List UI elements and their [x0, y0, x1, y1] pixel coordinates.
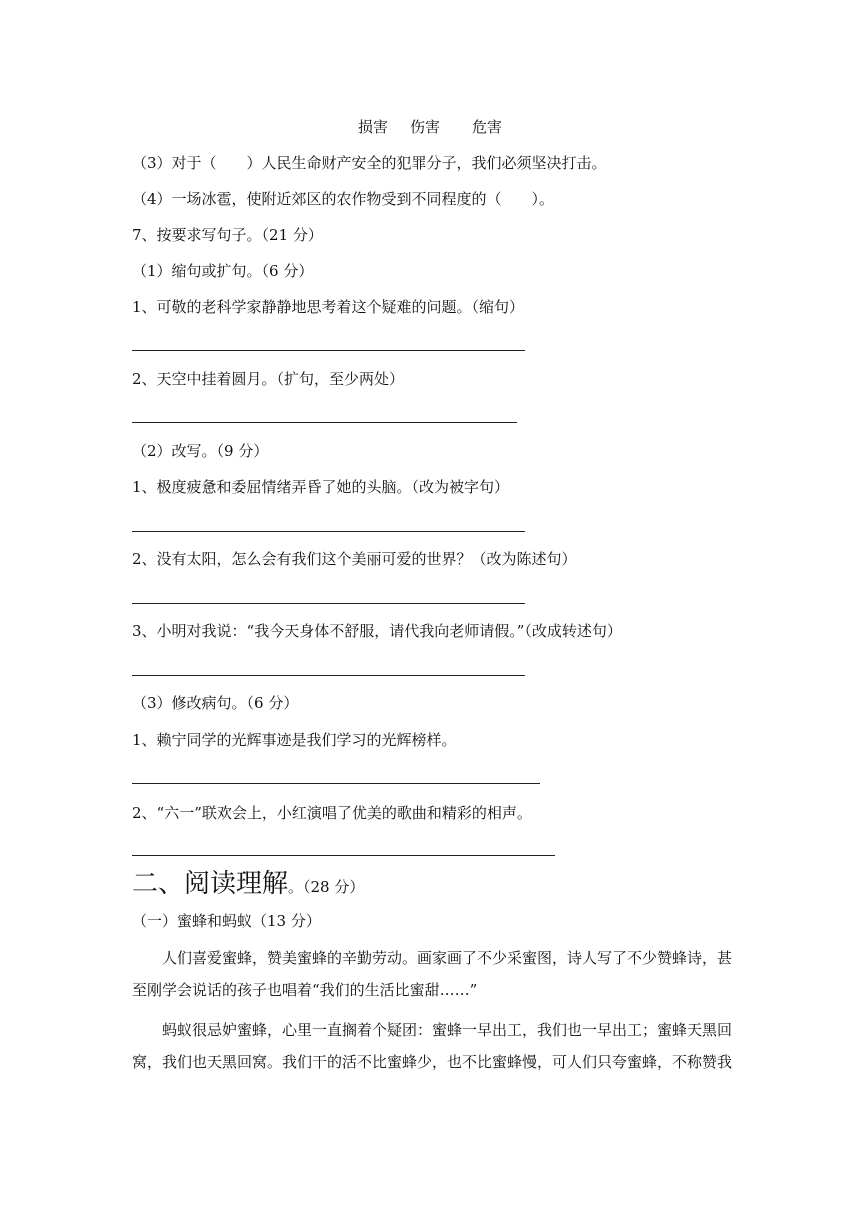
answer-line[interactable] [132, 350, 525, 351]
answer-line[interactable] [132, 675, 525, 676]
part-title: （1）缩句或扩句。（6 分） [132, 262, 314, 280]
section-score: 。（28 分） [288, 878, 365, 896]
answer-line[interactable] [132, 855, 555, 856]
section-heading [132, 871, 364, 897]
question-sentence: 2、“六一”联欢会上，小红演唱了优美的歌曲和精彩的相声。 [132, 804, 532, 822]
question-item: （3）对于（ ）人民生命财产安全的犯罪分子，我们必须坚决打击。 [132, 154, 607, 172]
question-item: （4）一场冰雹，使附近郊区的农作物受到不同程度的（ ）。 [132, 190, 555, 208]
question-sentence: 2、天空中挂着圆月。（扩句，至少两处） [132, 370, 405, 388]
word-option: 损害 [358, 118, 389, 136]
answer-line[interactable] [132, 531, 525, 532]
section-heading-text: 二、阅读理解 [132, 869, 289, 899]
answer-line[interactable] [132, 603, 525, 604]
question-sentence: 2、没有太阳，怎么会有我们这个美丽可爱的世界？（改为陈述句） [132, 550, 577, 568]
question-sentence: 1、极度疲惫和委屈情绪弄昏了她的头脑。（改为被字句） [132, 478, 510, 496]
part-title: （2）改写。（9 分） [132, 442, 269, 460]
question-title: 7、按要求写句子。（21 分） [132, 226, 323, 244]
question-sentence: 3、小明对我说：“我今天身体不舒服，请代我向老师请假。”（改成转述句） [132, 622, 622, 640]
word-option: 伤害 [410, 118, 441, 136]
part-title: （3）修改病句。（6 分） [132, 694, 299, 712]
question-sentence: 1、可敬的老科学家静静地思考着这个疑难的问题。（缩句） [132, 298, 525, 316]
question-sentence: 1、赖宁同学的光辉事迹是我们学习的光辉榜样。 [132, 731, 457, 749]
passage-paragraph: 蚂蚁很忌妒蜜蜂，心里一直搁着个疑团：蜜蜂一早出工，我们也一早出工；蜜蜂天黑回窝，我们也天黑回窝。我们干的活不比蜜蜂少，也不比蜜蜂慢，可人们只夸蜜蜂，不称赞我 [132, 1021, 733, 1071]
answer-line[interactable] [132, 422, 517, 423]
word-option: 危害 [472, 118, 503, 136]
passage-paragraph: 人们喜爱蜜蜂，赞美蜜蜂的辛勤劳动。画家画了不少采蜜图，诗人写了不少赞蜂诗，甚至刚学会说话的孩子也唱着“我们的生活比蜜甜……” [132, 949, 733, 999]
passage-title: （一）蜜蜂和蚂蚁（13 分） [132, 912, 321, 930]
answer-line[interactable] [132, 783, 540, 784]
